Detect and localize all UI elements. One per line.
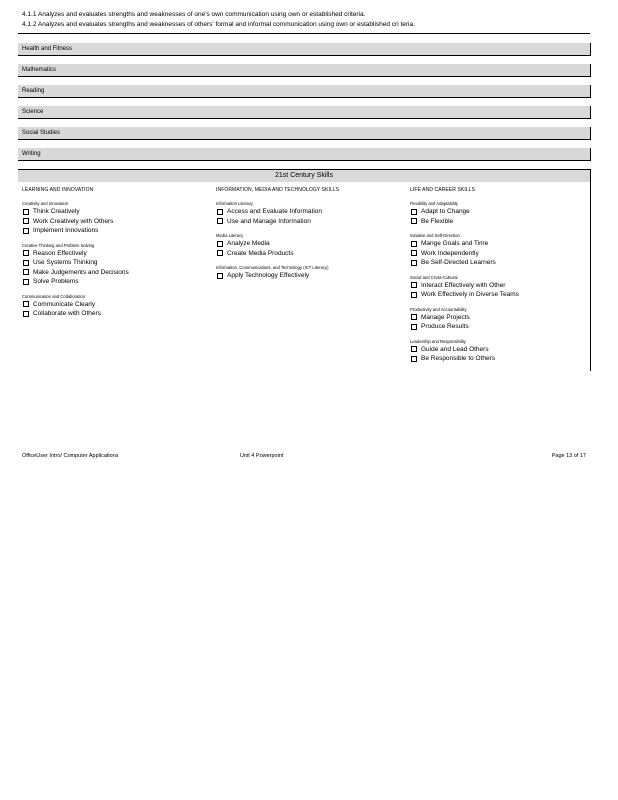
skill-item[interactable] <box>410 354 519 364</box>
skill-label: Create Media Products <box>227 249 294 257</box>
skill-label: Be Flexible <box>421 217 454 225</box>
skill-item[interactable] <box>410 322 519 332</box>
skill-item[interactable] <box>22 268 129 278</box>
subject-row-reading <box>18 85 591 98</box>
skill-label: Work Independently <box>421 249 479 257</box>
skill-group <box>22 200 129 236</box>
subject-label: Health and Fitness <box>22 46 73 52</box>
checkbox[interactable] <box>411 250 417 256</box>
checkbox[interactable] <box>411 356 417 362</box>
checkbox[interactable] <box>411 346 417 352</box>
checkbox[interactable] <box>411 314 417 320</box>
skill-item[interactable] <box>22 217 129 227</box>
skill-label: Guide and Lead Others <box>421 345 489 353</box>
objective-line: 4.1.2 Analyzes and evaluates strengths and weaknesses of others' formal and informal communication using own or established cri teria. <box>22 21 415 28</box>
skill-label: Implement Innovations <box>33 227 99 235</box>
checkbox[interactable] <box>411 241 417 247</box>
skill-label: Think Creatively <box>33 208 80 216</box>
checkbox[interactable] <box>411 292 417 298</box>
skill-label: Analyze Media <box>227 240 270 248</box>
subject-row-health-fitness <box>18 43 591 56</box>
checkbox[interactable] <box>411 260 417 266</box>
column-title: LIFE AND CAREER SKILLS <box>410 187 476 193</box>
subject-row-writing <box>18 148 591 161</box>
skill-item[interactable] <box>216 249 356 259</box>
objective-line: 4.1.1 Analyzes and evaluates strengths and weaknesses of one's own communication using own or established criteria. <box>22 11 366 18</box>
checkbox[interactable] <box>217 209 223 215</box>
skill-item[interactable] <box>216 207 356 217</box>
group-title: Initiative and Self-Direction <box>410 233 460 238</box>
skill-label: Make Judgements and Decisions <box>33 268 129 276</box>
checkbox[interactable] <box>411 209 417 215</box>
checkbox[interactable] <box>23 228 29 234</box>
skill-label: Interact Effectively with Other <box>421 281 506 289</box>
skill-item[interactable] <box>22 249 129 259</box>
column-title: LEARNING AND INNOVATION <box>22 187 94 193</box>
group-title: Information, Communications, and Technology (ICT Literacy) <box>216 265 329 270</box>
skill-group <box>216 232 356 258</box>
skill-item[interactable] <box>22 226 129 236</box>
skill-group <box>410 338 519 364</box>
skill-item[interactable] <box>410 313 519 323</box>
skill-label: Be Responsible to Others <box>421 355 496 363</box>
subject-label: Science <box>22 109 44 115</box>
checkbox[interactable] <box>217 250 223 256</box>
group-title: Media Literacy <box>216 233 244 238</box>
skill-label: Access and Evaluate Information <box>227 208 323 216</box>
skill-item[interactable] <box>410 258 519 268</box>
column-title: INFORMATION, MEDIA AND TECHNOLOGY SKILLS <box>216 187 340 193</box>
skill-label: Manage Projects <box>421 313 470 321</box>
skill-item[interactable] <box>22 258 129 268</box>
group-title: Leadership and Responsibility <box>410 338 466 344</box>
skill-group <box>22 293 129 319</box>
skill-label: Use and Manage Information <box>227 217 311 225</box>
skill-item[interactable] <box>216 239 356 249</box>
footer-unit: Unit 4 Powerpoint <box>240 453 284 459</box>
skill-label: Communicate Clearly <box>33 300 96 308</box>
subject-label: Mathematics <box>22 67 57 73</box>
skill-group <box>410 232 519 268</box>
skills-column-life-career <box>410 186 519 364</box>
group-title: Flexibility and Adaptability <box>410 201 458 206</box>
skill-group <box>216 264 356 281</box>
group-title: Creativity and Innovation <box>22 201 69 206</box>
checkbox[interactable] <box>23 260 29 266</box>
group-title: Communication and Collaboration <box>22 293 86 299</box>
checkbox[interactable] <box>23 301 29 307</box>
page-footer <box>22 451 590 461</box>
group-title: Productivity and Accountability <box>410 306 467 312</box>
skill-group <box>410 306 519 332</box>
skills-title: 21st Century Skills <box>18 170 590 182</box>
skill-label: Solve Problems <box>33 278 79 286</box>
skills-column-learning <box>22 186 129 319</box>
skill-label: Apply Technology Effectively <box>227 272 310 280</box>
checkbox[interactable] <box>23 311 29 317</box>
checkbox[interactable] <box>217 218 223 224</box>
skill-item[interactable] <box>216 217 356 227</box>
skill-item[interactable] <box>410 239 519 249</box>
checkbox[interactable] <box>217 273 223 279</box>
skill-item[interactable] <box>22 277 129 287</box>
subject-row-social-studies <box>18 127 591 140</box>
skill-item[interactable] <box>410 281 519 291</box>
skill-label: Mange Goals and Time <box>421 240 489 248</box>
skills-column-information <box>216 186 356 281</box>
footer-course: OfficeUser Intro/ Computer Applications <box>22 453 119 459</box>
subject-label: Reading <box>22 88 45 94</box>
skill-item[interactable] <box>410 290 519 300</box>
skill-group <box>216 200 356 226</box>
skills-section <box>18 169 591 371</box>
skill-label: Adapt to Change <box>421 208 470 216</box>
skill-group <box>410 274 519 300</box>
checkbox[interactable] <box>23 209 29 215</box>
skill-item[interactable] <box>22 309 129 319</box>
subject-row-science <box>18 106 591 119</box>
checkbox[interactable] <box>23 218 29 224</box>
checkbox[interactable] <box>217 241 223 247</box>
subject-label: Social Studies <box>22 130 61 136</box>
skill-item[interactable] <box>410 207 519 217</box>
subject-label: Writing <box>22 151 41 157</box>
skill-item[interactable] <box>410 249 519 259</box>
checkbox[interactable] <box>23 269 29 275</box>
checkbox[interactable] <box>411 282 417 288</box>
skill-label: Use Systems Thinking <box>33 259 98 267</box>
checkbox[interactable] <box>411 324 417 330</box>
group-title: Creative Thinking and Problem Solving <box>22 242 95 248</box>
skill-label: Work Creatively with Others <box>33 217 114 225</box>
checkbox[interactable] <box>23 279 29 285</box>
group-title: Social and Cross-Cultural <box>410 274 458 280</box>
skill-item[interactable] <box>22 300 129 310</box>
footer-page-number: Page 13 of 17 <box>551 453 586 459</box>
checkbox[interactable] <box>411 218 417 224</box>
skill-group <box>410 200 519 226</box>
skill-item[interactable] <box>410 217 519 227</box>
skill-item[interactable] <box>216 271 356 281</box>
skill-item[interactable] <box>22 207 129 217</box>
skill-label: Produce Results <box>421 323 469 331</box>
skill-label: Collaborate with Others <box>33 310 101 318</box>
subject-row-mathematics <box>18 64 591 77</box>
checkbox[interactable] <box>23 250 29 256</box>
skill-label: Reason Effectively <box>33 249 87 257</box>
skill-label: Be Self-Directed Learners <box>421 259 496 267</box>
group-title: Information Literacy <box>216 201 253 206</box>
skill-label: Work Effectively in Diverse Teams <box>421 291 519 299</box>
skill-item[interactable] <box>410 345 519 355</box>
skill-group <box>22 242 129 287</box>
objectives-section <box>18 10 590 34</box>
